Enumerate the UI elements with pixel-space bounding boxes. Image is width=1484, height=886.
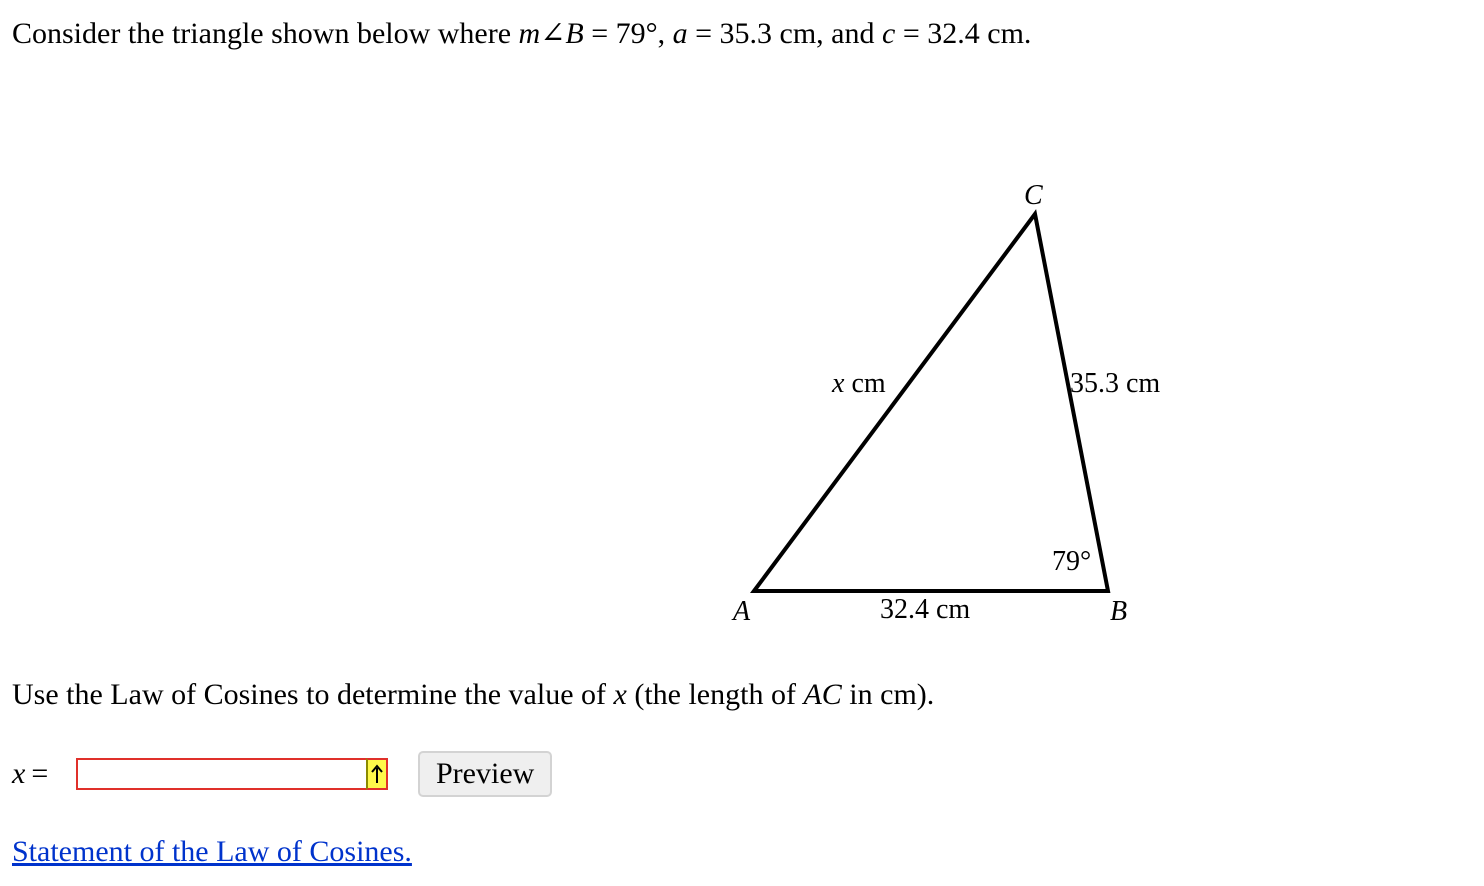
side-ac-unit: cm xyxy=(844,368,886,399)
triangle-figure xyxy=(700,170,1220,640)
triangle-svg xyxy=(700,170,1220,640)
question-prefix: Use the Law of Cosines to determine the value of xyxy=(12,678,614,711)
answer-variable: x xyxy=(12,757,26,790)
angle-m: m xyxy=(518,17,541,50)
angle-vertex: B xyxy=(565,17,584,50)
question-suffix: in cm). xyxy=(841,678,935,711)
side-c-variable: c xyxy=(882,17,896,50)
preview-button[interactable]: Preview xyxy=(418,751,552,797)
vertex-a-label: A xyxy=(733,596,751,627)
law-of-cosines-link[interactable]: Statement of the Law of Cosines. xyxy=(12,835,412,868)
answer-equals: = xyxy=(31,757,49,790)
problem-intro: Consider the triangle shown below where xyxy=(12,17,519,50)
side-a-equation: = 35.3 cm, and xyxy=(687,17,882,50)
side-c-equation: = 32.4 cm. xyxy=(895,17,1032,50)
question-mid: (the length of xyxy=(626,678,804,711)
side-bc-label: 35.3 cm xyxy=(1070,368,1161,399)
side-ac-label xyxy=(831,368,886,399)
up-arrow-icon xyxy=(371,764,383,784)
side-ab-label: 32.4 cm xyxy=(880,594,971,625)
question-text xyxy=(12,675,934,715)
answer-label xyxy=(12,757,76,791)
vertex-b-label: B xyxy=(1110,596,1128,627)
question-segment: AC xyxy=(803,678,842,711)
answer-row xyxy=(12,750,552,798)
triangle-shape xyxy=(754,214,1108,591)
angle-equation: = 79°, xyxy=(583,17,673,50)
side-a-variable: a xyxy=(672,17,688,50)
angle-symbol: ∠ xyxy=(540,17,566,50)
vertex-c-label: C xyxy=(1024,180,1043,211)
question-variable: x xyxy=(613,678,627,711)
equation-editor-toggle[interactable] xyxy=(366,758,388,790)
problem-statement xyxy=(12,14,1031,54)
angle-b-label: 79° xyxy=(1052,546,1092,577)
answer-input[interactable] xyxy=(76,758,368,790)
side-ac-variable: x xyxy=(832,368,845,399)
